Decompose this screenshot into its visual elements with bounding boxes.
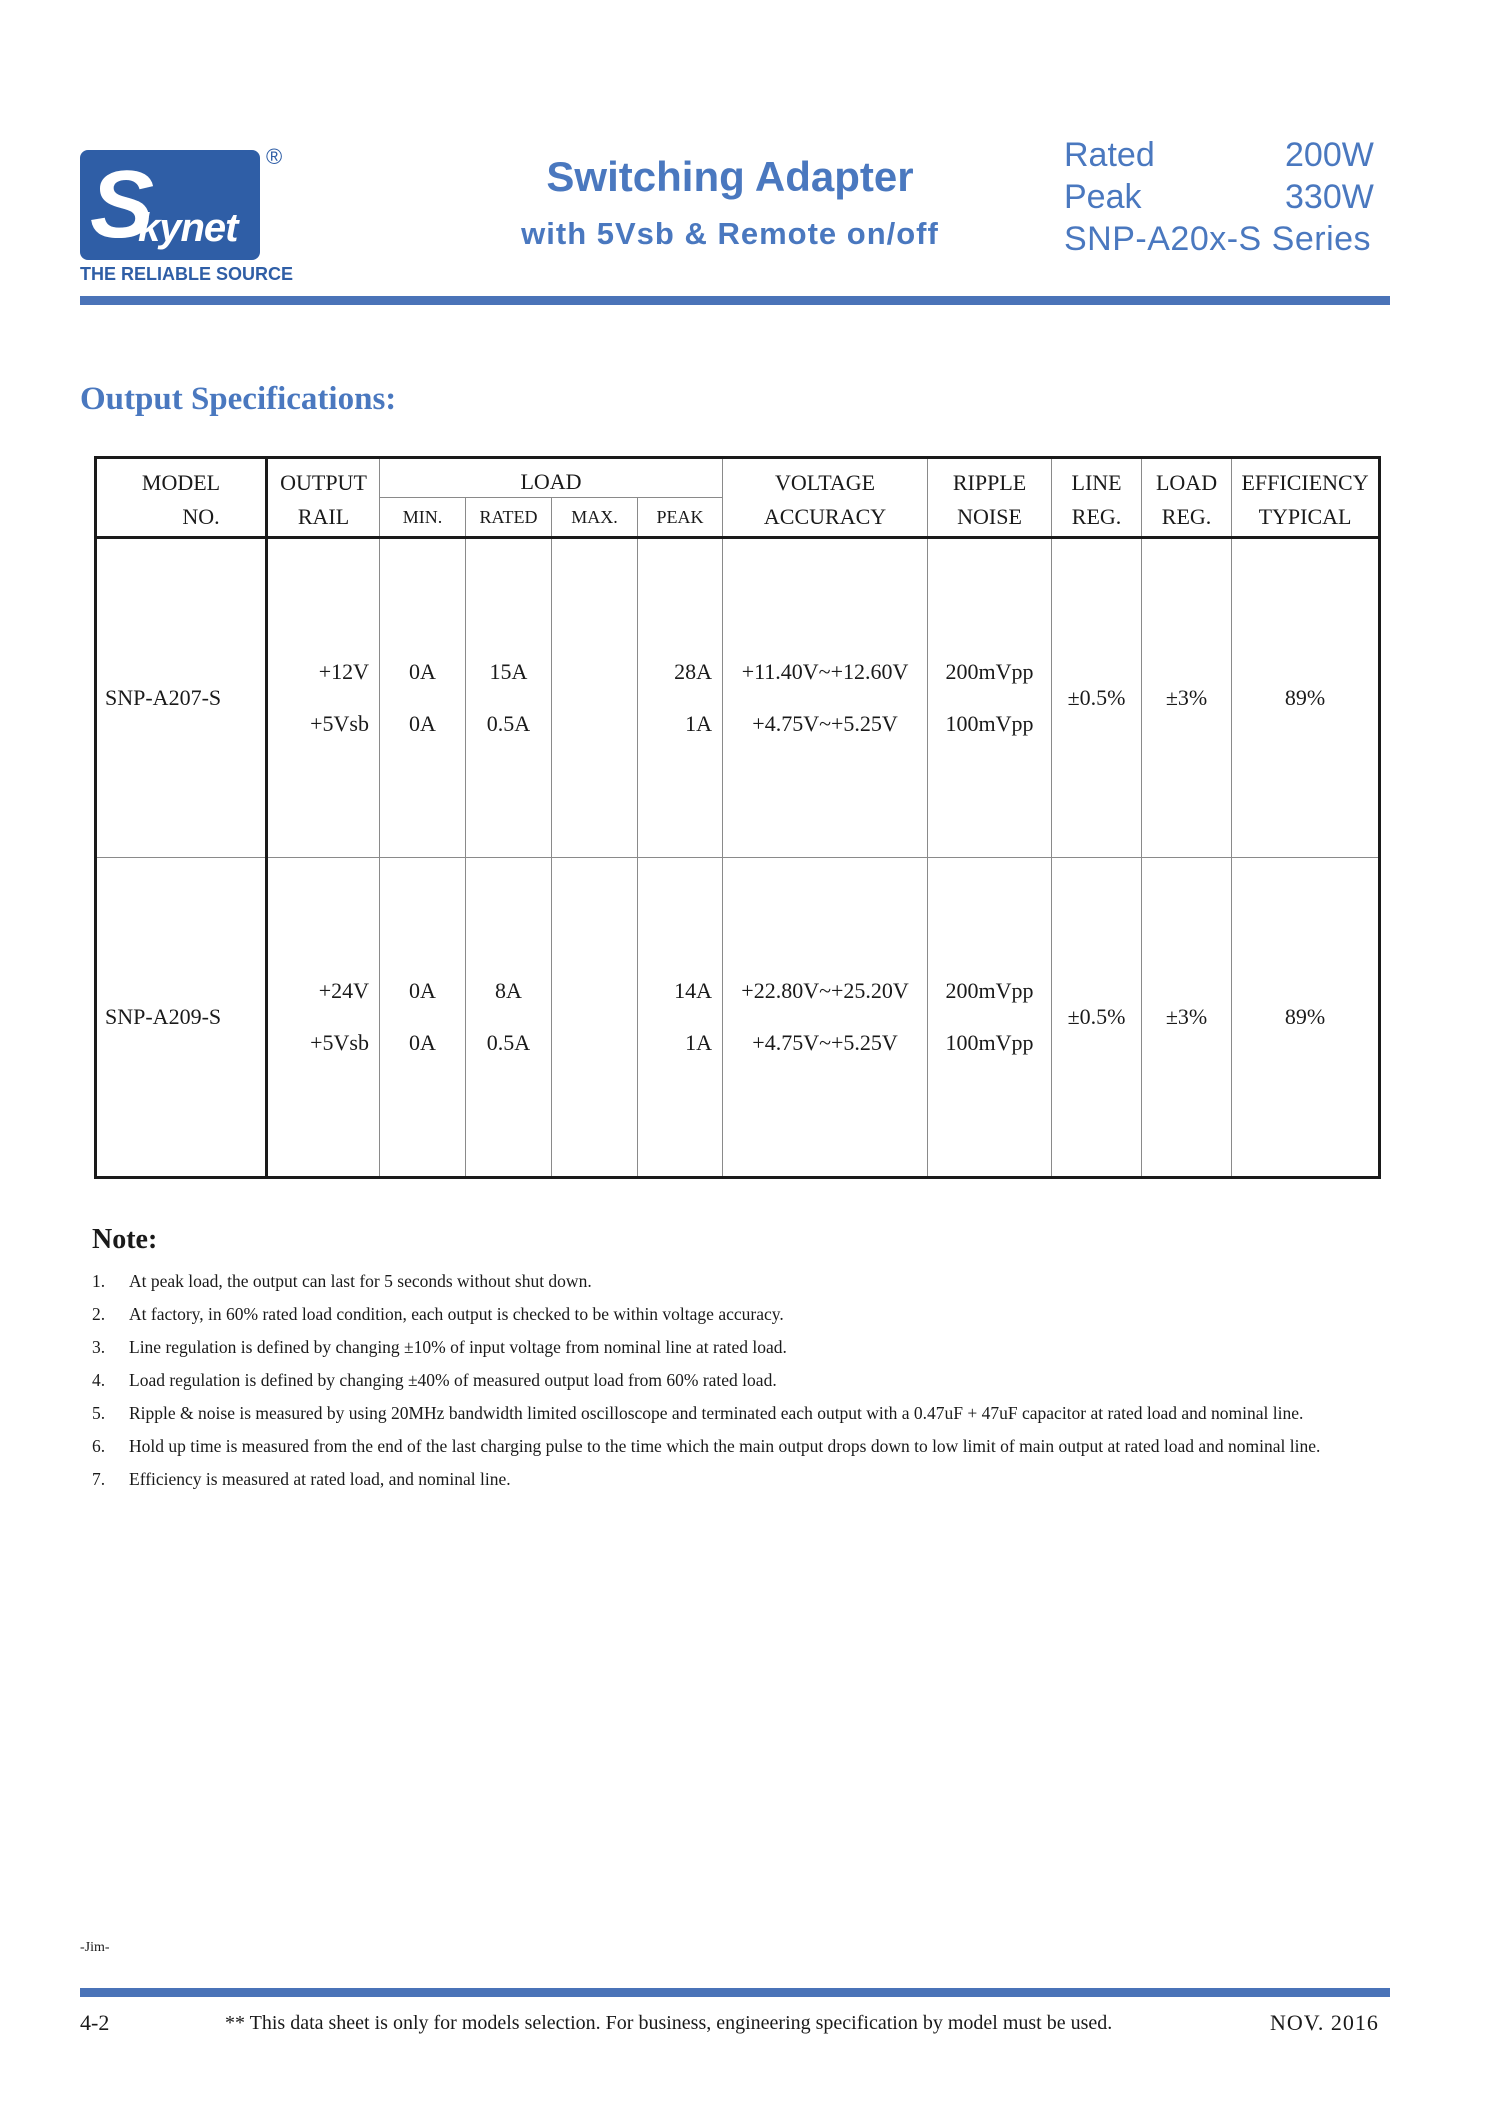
rail-cell (267, 538, 380, 858)
list-item (92, 1397, 1382, 1430)
header-load-reg: LOAD (1142, 458, 1232, 498)
ripple-noise-value: 200mVpp (945, 978, 1034, 1003)
load-reg-cell: ±3% (1142, 538, 1232, 858)
registered-mark: ® (266, 144, 283, 169)
table-row (96, 858, 1380, 1178)
note-text: Efficiency is measured at rated load, and nominal line. (129, 1469, 511, 1489)
rail-value: +12V (318, 659, 369, 684)
header-load-min: MIN. (380, 498, 466, 538)
load-min-value: 0A (409, 659, 436, 684)
load-peak-cell (638, 858, 723, 1178)
series-name: SNP-A20x-S Series (1064, 220, 1372, 258)
document-title: Switching Adapter (546, 153, 914, 200)
line-reg-cell: ±0.5% (1052, 538, 1142, 858)
voltage-accuracy-cell (723, 538, 928, 858)
header-load: LOAD (380, 458, 723, 498)
header-efficiency: EFFICIENCY (1232, 458, 1380, 498)
header-voltage-sub: ACCURACY (723, 498, 928, 538)
notes-title: Note: (92, 1224, 158, 1255)
author-mark: -Jim- (80, 1940, 110, 1955)
load-reg-cell: ±3% (1142, 858, 1232, 1178)
efficiency-cell: 89% (1232, 858, 1380, 1178)
note-number: 2. (92, 1304, 106, 1324)
note-text: Line regulation is defined by changing ±10% of input voltage from nominal line at rated load. (129, 1337, 787, 1357)
header-load-rated: RATED (466, 498, 552, 538)
voltage-accuracy-value: +4.75V~+5.25V (752, 711, 898, 736)
load-peak-value: 1A (685, 1030, 713, 1055)
note-number: 6. (92, 1436, 106, 1456)
header-load-max: MAX. (552, 498, 638, 538)
load-min-value: 0A (409, 978, 436, 1003)
header-model-no-text: NO. (182, 503, 220, 529)
load-rated-value: 0.5A (486, 711, 531, 736)
load-peak-cell (638, 538, 723, 858)
load-max-value (552, 698, 637, 750)
note-number: 4. (92, 1370, 106, 1390)
table-subheader-row (96, 498, 1380, 538)
rated-power-label: Rated (1064, 136, 1155, 174)
peak-power-value: 330W (1285, 178, 1374, 216)
load-max-cell (552, 538, 638, 858)
voltage-accuracy-value: +11.40V~+12.60V (741, 659, 909, 684)
load-rated-cell (466, 858, 552, 1178)
list-item (92, 1463, 1382, 1496)
load-max-cell (552, 858, 638, 1178)
header-model: MODEL (96, 458, 267, 498)
note-number: 1. (92, 1271, 106, 1291)
peak-power-label: Peak (1064, 178, 1142, 216)
load-min-cell (380, 538, 466, 858)
model-cell: SNP-A209-S (96, 858, 267, 1178)
rail-value: +24V (318, 978, 369, 1003)
note-number: 3. (92, 1337, 106, 1357)
load-rated-cell (466, 538, 552, 858)
list-item (92, 1265, 1382, 1298)
table-row (96, 538, 1380, 858)
output-spec-table (94, 456, 1381, 1179)
load-max-value (552, 1017, 637, 1069)
note-text: Ripple & noise is measured by using 20MHz bandwidth limited oscilloscope and terminated each output with a 0.47uF + 47uF capacitor at rated load and nominal line. (129, 1403, 1304, 1423)
logo-tagline: THE RELIABLE SOURCE (80, 264, 294, 284)
load-rated-value: 0.5A (486, 1030, 531, 1055)
list-item (92, 1331, 1382, 1364)
header-load-reg-sub: REG. (1142, 498, 1232, 538)
load-min-value: 0A (409, 711, 436, 736)
footer-divider (80, 1988, 1390, 1997)
load-min-cell (380, 858, 466, 1178)
note-text: Hold up time is measured from the end of the last charging pulse to the time which the main output drops down to low limit of main output at rated load and nominal line. (129, 1436, 1321, 1456)
ripple-noise-value: 100mVpp (945, 1030, 1034, 1055)
header-rail-sub: RAIL (267, 498, 380, 538)
page-number: 4-2 (80, 2010, 110, 2035)
load-max-value (552, 646, 637, 698)
header-load-peak: PEAK (638, 498, 723, 538)
note-number: 7. (92, 1469, 106, 1489)
ripple-noise-cell (928, 538, 1052, 858)
document-subtitle: with 5Vsb & Remote on/off (521, 216, 939, 251)
ripple-noise-cell (928, 858, 1052, 1178)
header-efficiency-sub: TYPICAL (1232, 498, 1380, 538)
line-reg-cell: ±0.5% (1052, 858, 1142, 1178)
load-max-value (552, 965, 637, 1017)
note-number: 5. (92, 1403, 106, 1423)
list-item (92, 1364, 1382, 1397)
load-peak-value: 14A (674, 978, 713, 1003)
load-rated-value: 15A (489, 659, 528, 684)
rail-cell (267, 858, 380, 1178)
header-model-no (96, 498, 267, 538)
footer-date: NOV. 2016 (1270, 2010, 1379, 2035)
table-header-row (96, 458, 1380, 498)
efficiency-cell: 89% (1232, 538, 1380, 858)
list-item (92, 1430, 1382, 1463)
list-item (92, 1298, 1382, 1331)
rail-value: +5Vsb (310, 711, 369, 736)
logo-initial: S (90, 151, 155, 258)
ripple-noise-value: 200mVpp (945, 659, 1034, 684)
notes-list (92, 1265, 1382, 1496)
voltage-accuracy-cell (723, 858, 928, 1178)
load-min-value: 0A (409, 1030, 436, 1055)
header-divider (80, 296, 1390, 305)
note-text: At factory, in 60% rated load condition, each output is checked to be within voltage accuracy. (129, 1304, 784, 1324)
note-text: Load regulation is defined by changing ±40% of measured output load from 60% rated load. (129, 1370, 777, 1390)
skynet-logo (80, 146, 330, 286)
rated-power-value: 200W (1285, 136, 1374, 174)
section-title: Output Specifications: (80, 381, 397, 417)
rail-value: +5Vsb (310, 1030, 369, 1055)
model-cell: SNP-A207-S (96, 538, 267, 858)
load-rated-value: 8A (495, 978, 522, 1003)
load-peak-value: 1A (685, 711, 713, 736)
header-voltage: VOLTAGE (723, 458, 928, 498)
header-line-reg-sub: REG. (1052, 498, 1142, 538)
voltage-accuracy-value: +4.75V~+5.25V (752, 1030, 898, 1055)
header-ripple: RIPPLE (928, 458, 1052, 498)
logo-brand-text: kynet (138, 206, 238, 250)
load-peak-value: 28A (674, 659, 713, 684)
voltage-accuracy-value: +22.80V~+25.20V (741, 978, 909, 1003)
note-text: At peak load, the output can last for 5 seconds without shut down. (129, 1271, 592, 1291)
ripple-noise-value: 100mVpp (945, 711, 1034, 736)
header-line-reg: LINE (1052, 458, 1142, 498)
header-ripple-sub: NOISE (928, 498, 1052, 538)
header-rail: OUTPUT (267, 458, 380, 498)
footer-disclaimer: ** This data sheet is only for models selection. For business, engineering specification by model must be used. (225, 2012, 1113, 2034)
